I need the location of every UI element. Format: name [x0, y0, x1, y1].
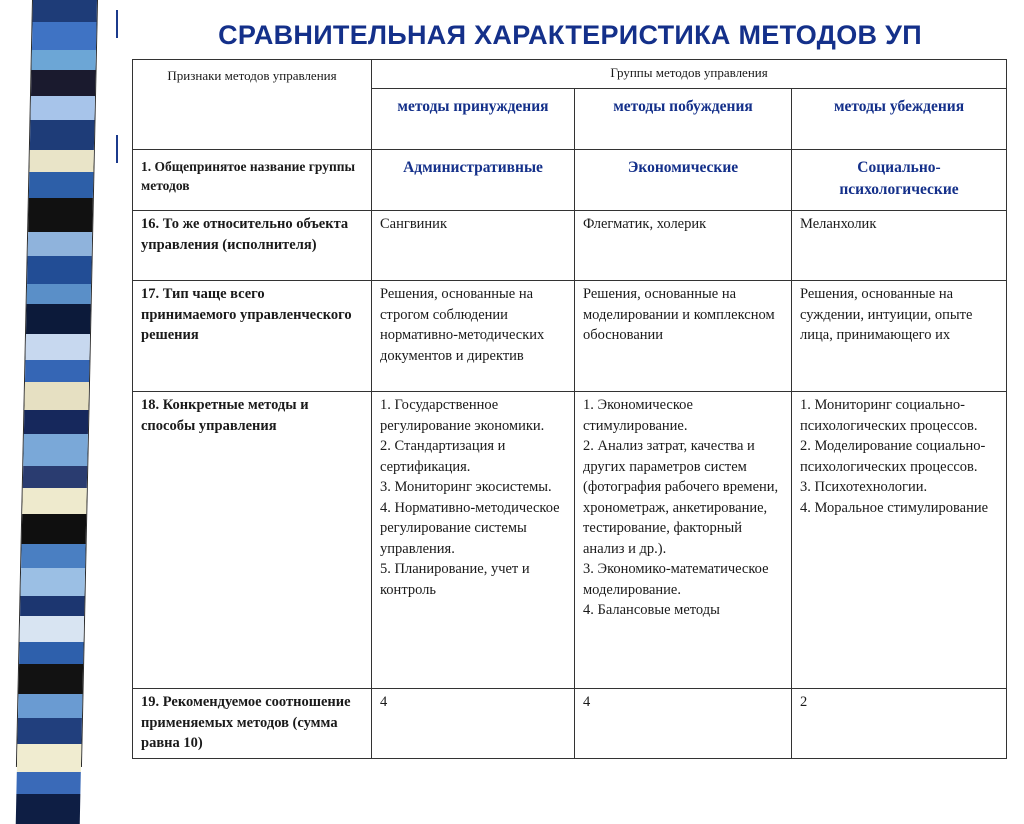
stripe-block [22, 514, 87, 544]
stripe-block [19, 642, 83, 664]
stripe-block [30, 96, 95, 120]
stripe-block [25, 360, 89, 382]
stripe-block [29, 172, 94, 198]
table-cell: Флегматик, холерик [575, 211, 792, 281]
decorative-tick-middle [116, 135, 118, 163]
comparison-table [132, 59, 1007, 759]
corner-header: Признаки методов управления [133, 60, 372, 150]
decorative-tick-top [116, 10, 118, 38]
table-cell: 4 [372, 689, 575, 759]
table-cell: Экономические [575, 150, 792, 211]
stripe-block [26, 304, 91, 334]
stripe-block [33, 0, 97, 22]
stripe-block [20, 616, 85, 642]
stripe-block [18, 664, 83, 694]
stripe-block [32, 50, 96, 70]
table-cell: 2 [792, 689, 1007, 759]
stripe-block [30, 120, 95, 150]
table-row [133, 211, 1007, 281]
table-cell: Меланхолик [792, 211, 1007, 281]
page-title: СРАВНИТЕЛЬНАЯ ХАРАКТЕРИСТИКА МЕТОДОВ УП [218, 20, 922, 50]
method-header-coercion: методы принуждения [372, 89, 575, 150]
row-label: 16. То же относительно объекта управления (исполнителя) [133, 211, 372, 281]
table-row [133, 150, 1007, 211]
stripe-block [23, 434, 88, 466]
table-cell: 4 [575, 689, 792, 759]
group-header: Группы методов управления [372, 60, 1007, 89]
stripe-block [18, 694, 83, 718]
method-header-persuasion: методы убеждения [792, 89, 1007, 150]
table-cell: Административные [372, 150, 575, 211]
stripe-block [32, 22, 97, 50]
table-cell: Социально-психологические [792, 150, 1007, 211]
stripe-block [29, 150, 93, 172]
stripe-block [25, 334, 90, 360]
stripe-block [16, 794, 81, 824]
stripe-block [16, 772, 80, 794]
decorative-stripe [16, 0, 98, 767]
table-cell: Решения, основанные на суждении, интуиции, опыте лица, принимающего их [792, 281, 1007, 392]
table-row [133, 689, 1007, 759]
stripe-block [28, 198, 93, 232]
table-row [133, 281, 1007, 392]
stripe-block [17, 718, 82, 744]
stripe-block [31, 70, 96, 96]
table-cell: 1. Мониторинг социально-психологических процессов. 2. Моделирование социально-психологических процессов. 3. Психотехнологии. 4. Моральное стимулирование [792, 392, 1007, 689]
stripe-block [22, 488, 87, 514]
stripe-block [20, 596, 84, 616]
method-header-incentive: методы побуждения [575, 89, 792, 150]
table-cell: 1. Государственное регулирование экономики. 2. Стандартизация и сертификация. 3. Мониторинг экосистемы. 4. Нормативно-методическое регулирование системы управления. 5. Планирование, учет и контроль [372, 392, 575, 689]
row-label: 1. Общепринятое название группы методов [133, 150, 372, 211]
stripe-block [23, 466, 87, 488]
stripe-block [28, 232, 93, 256]
table-cell: Сангвиник [372, 211, 575, 281]
stripe-block [21, 568, 86, 596]
stripe-block [24, 382, 89, 410]
stripe-block [24, 410, 89, 434]
stripe-block [21, 544, 86, 568]
row-label: 18. Конкретные методы и способы управления [133, 392, 372, 689]
row-label: 19. Рекомендуемое соотношение применяемых методов (сумма равна 10) [133, 689, 372, 759]
stripe-block [17, 744, 82, 772]
table-cell: Решения, основанные на моделировании и комплексном обосновании [575, 281, 792, 392]
stripe-block [27, 256, 92, 284]
table-cell: 1. Экономическое стимулирование. 2. Анализ затрат, качества и других параметров систем (фотография рабочего времени, хронометраж, анкетирование, тестирование, факторный анализ и др.). 3. Экономико-математическое моделирование. 4. Балансовые методы [575, 392, 792, 689]
table-cell: Решения, основанные на строгом соблюдении нормативно-методических документов и директив [372, 281, 575, 392]
row-label: 17. Тип чаще всего принимаемого управленческого решения [133, 281, 372, 392]
table-row [133, 392, 1007, 689]
stripe-block [27, 284, 91, 304]
